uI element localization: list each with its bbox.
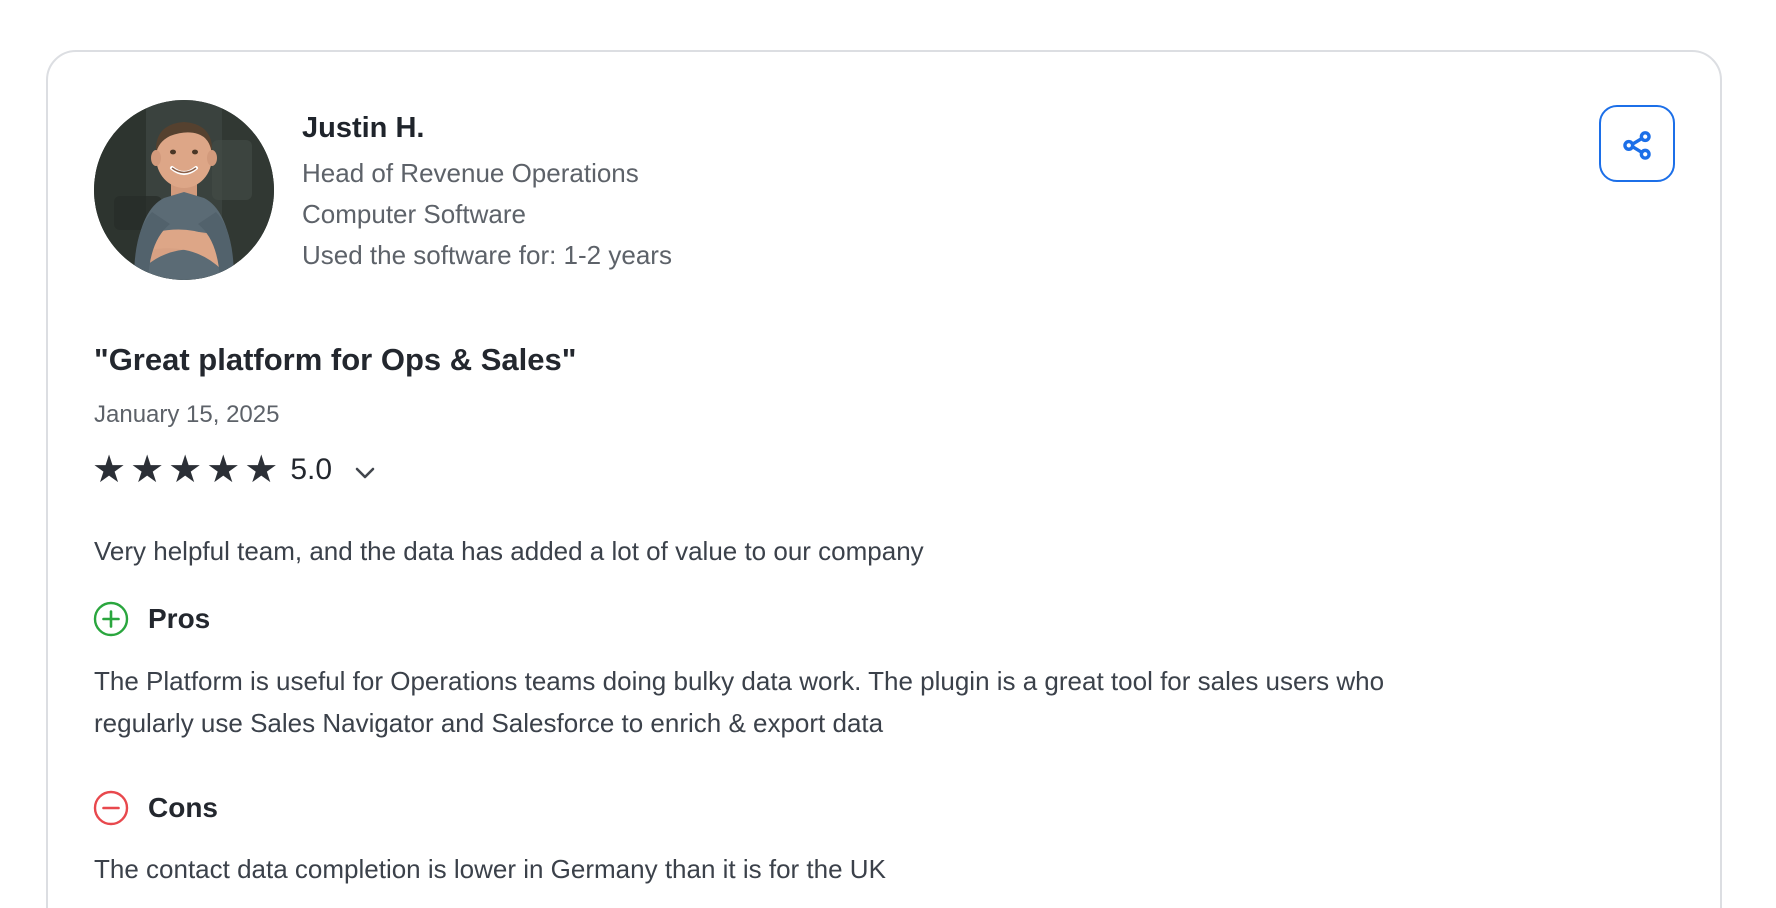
- review-summary: Very helpful team, and the data has added a lot of value to our company: [94, 536, 924, 566]
- share-button[interactable]: [1599, 105, 1675, 182]
- star-rating: ★★★★★: [92, 449, 283, 491]
- pros-header: [92, 600, 210, 638]
- review-card: [46, 50, 1722, 908]
- share-nodes-icon: [1620, 127, 1654, 161]
- reviewer-avatar: [94, 100, 274, 280]
- avatar-photo-icon: [94, 100, 274, 280]
- chevron-down-icon[interactable]: [354, 466, 376, 480]
- cons-text: The contact data completion is lower in Germany than it is for the UK: [94, 854, 886, 884]
- cons-label: Cons: [148, 792, 218, 823]
- reviewer-industry: Computer Software: [302, 199, 526, 229]
- reviewer-name: Justin H.: [302, 112, 425, 144]
- reviewer-info: [302, 108, 672, 276]
- pros-label: Pros: [148, 603, 211, 634]
- plus-circle-icon: [92, 600, 130, 638]
- pros-text: The Platform is useful for Operations teams doing bulky data work. The plugin is a great tool for sales users who regularly use Sales Navigator and Salesforce to enrich & export data: [94, 666, 1385, 738]
- minus-circle-icon: [92, 789, 130, 827]
- review-headline: "Great platform for Ops & Sales": [94, 342, 577, 377]
- cons-header: [92, 789, 218, 827]
- review-date: January 15, 2025: [94, 401, 280, 428]
- reviewer-usage-duration: Used the software for: 1-2 years: [302, 240, 672, 270]
- rating-value: 5.0: [290, 453, 333, 486]
- reviewer-job-title: Head of Revenue Operations: [302, 158, 639, 188]
- rating-expander[interactable]: [92, 448, 376, 492]
